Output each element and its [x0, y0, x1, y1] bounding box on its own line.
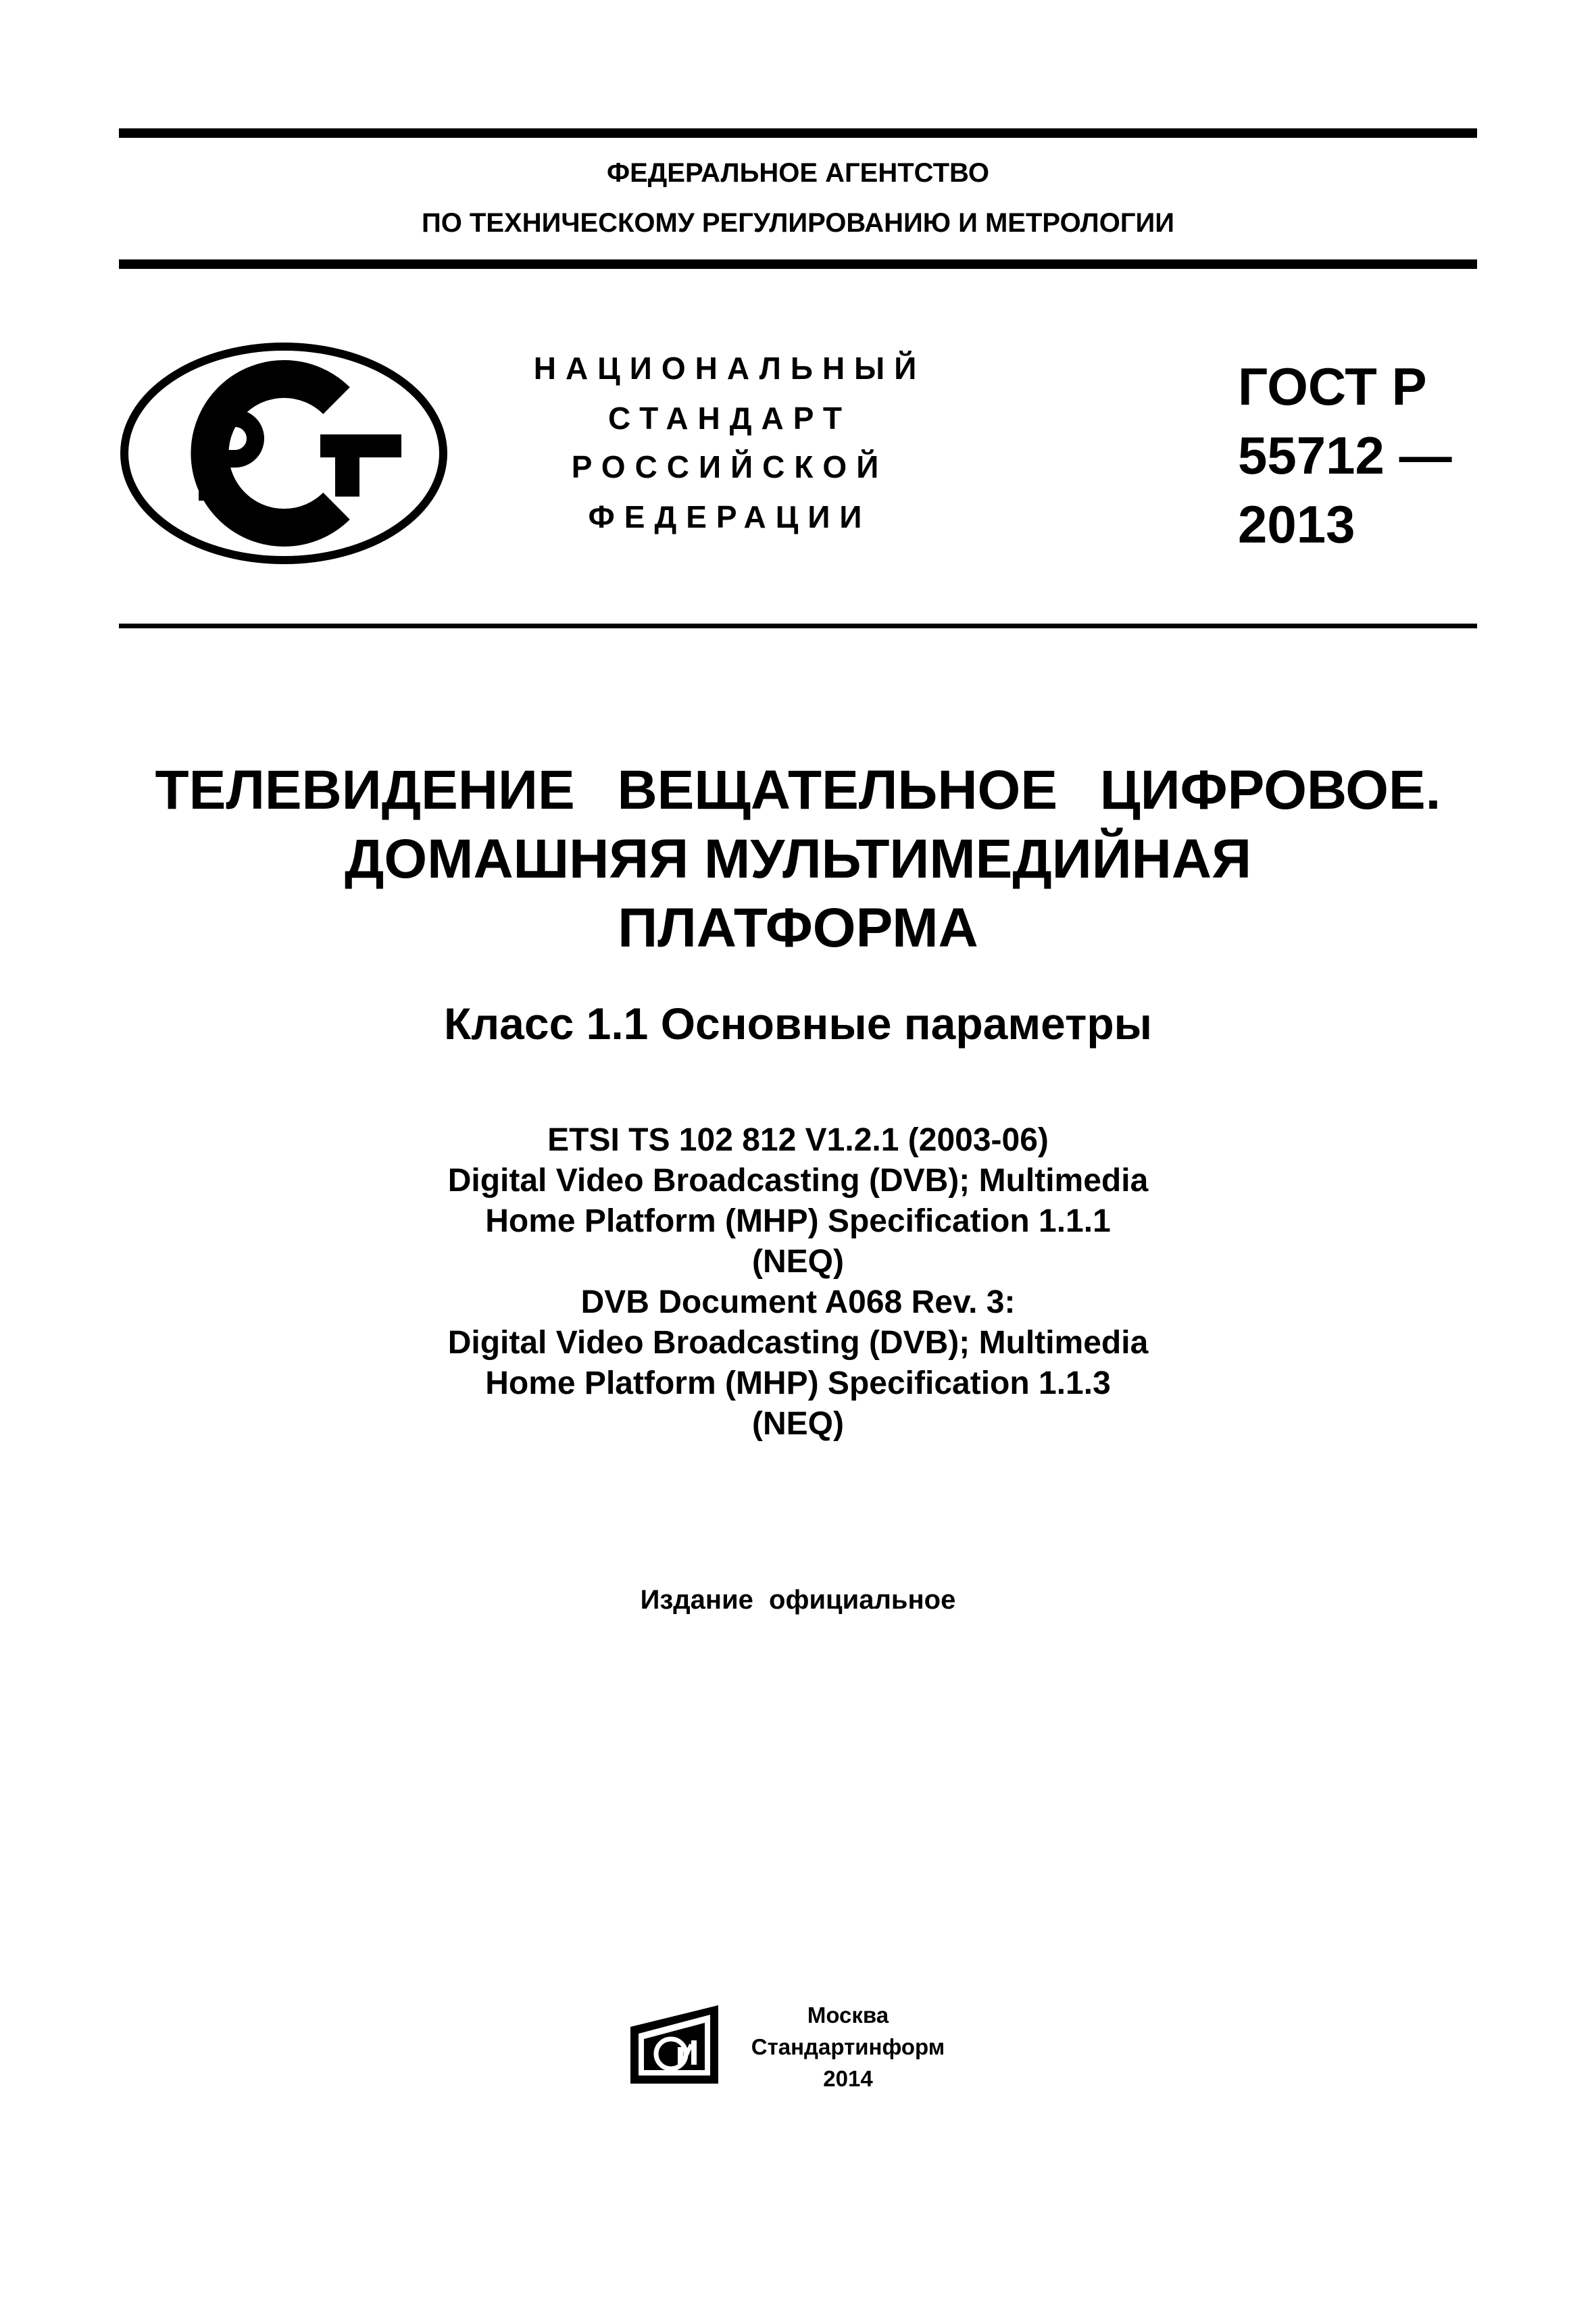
national-standard-line-4: ФЕДЕРАЦИИ — [588, 499, 872, 534]
gost-designation-line-1: ГОСТ Р — [1238, 357, 1427, 416]
publication-year: 2014 — [823, 2066, 873, 2091]
edition-label: Издание официальное — [640, 1585, 956, 1615]
reference-line: Digital Video Broadcasting (DVB); Multimedia — [447, 1325, 1149, 1361]
national-standard-line-3: РОССИЙСКОЙ — [571, 449, 889, 484]
publisher-name: Стандартинформ — [751, 2034, 945, 2059]
reference-line: ETSI TS 102 812 V1.2.1 (2003-06) — [547, 1122, 1049, 1158]
top-rule — [119, 128, 1477, 138]
title-block-rule — [119, 624, 1477, 628]
gost-designation-line-3: 2013 — [1238, 495, 1355, 554]
document-title-line-2: ДОМАШНЯЯ МУЛЬТИМЕДИЙНАЯ — [344, 828, 1252, 890]
reference-line: Digital Video Broadcasting (DVB); Multimedia — [447, 1163, 1149, 1199]
reference-standards — [119, 1120, 1477, 1444]
reference-line: (NEQ) — [752, 1406, 844, 1442]
reference-line: (NEQ) — [752, 1244, 844, 1280]
publisher-city: Москва — [807, 2003, 889, 2028]
agency-line-2: ПО ТЕХНИЧЕСКОМУ РЕГУЛИРОВАНИЮ И МЕТРОЛОГИИ — [421, 208, 1175, 238]
rst-logo — [119, 341, 449, 565]
reference-line: DVB Document A068 Rev. 3: — [580, 1284, 1016, 1320]
document-subtitle: Класс 1.1 Основные параметры — [443, 999, 1153, 1049]
agency-line-1: ФЕДЕРАЛЬНОЕ АГЕНТСТВО — [606, 158, 990, 188]
gost-designation-line-2: 55712 — — [1238, 426, 1452, 485]
header-bottom-rule — [119, 259, 1477, 269]
document-title-line-1: ТЕЛЕВИДЕНИЕ ВЕЩАТЕЛЬНОЕ ЦИФРОВОЕ. — [155, 759, 1441, 821]
reference-line: Home Platform (MHP) Specification 1.1.3 — [485, 1365, 1111, 1401]
publisher-logo-icon — [625, 2003, 724, 2086]
national-standard-line-1: НАЦИОНАЛЬНЫЙ — [533, 351, 926, 386]
document-title-line-3: ПЛАТФОРМА — [618, 897, 978, 959]
reference-line: Home Platform (MHP) Specification 1.1.1 — [485, 1203, 1111, 1239]
national-standard-line-2: СТАНДАРТ — [608, 401, 851, 436]
